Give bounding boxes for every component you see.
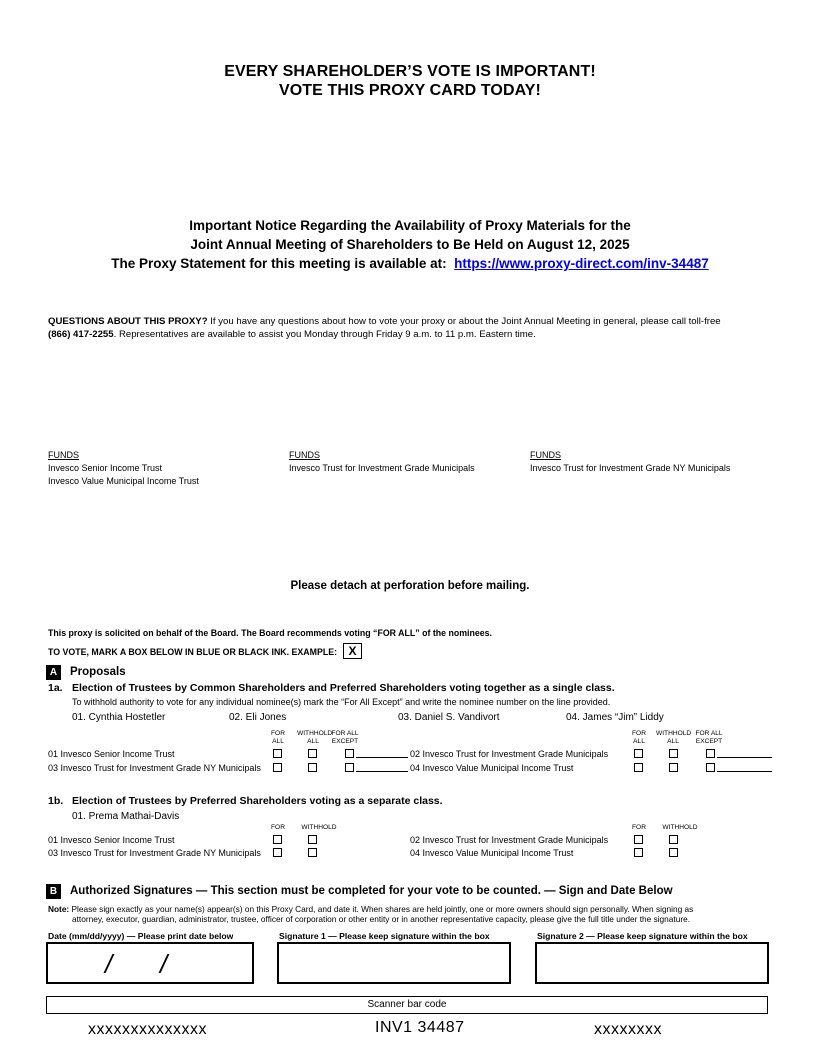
fund-item: Invesco Senior Income Trust — [48, 463, 163, 473]
note-text-1: Please sign exactly as your name(s) appear(s) on this Proxy Card, and date it. When shares are held jointly, one or more owners should sign personally. When signing as — [69, 904, 694, 914]
except-nominee-line[interactable] — [717, 771, 772, 772]
checkbox-withhold[interactable] — [308, 848, 317, 857]
checkbox-withhold-all[interactable] — [669, 763, 678, 772]
col-header-withhold-all: WITHHOLD ALL — [656, 730, 692, 745]
checkbox-for-all-except[interactable] — [345, 763, 354, 772]
except-nominee-line[interactable] — [356, 771, 408, 772]
funds-column-1 — [48, 450, 199, 488]
fund-item: Invesco Value Municipal Income Trust — [48, 476, 199, 486]
notice-line-1: Important Notice Regarding the Availability of Proxy Materials for the — [189, 218, 631, 233]
vote-fund-label: 03 Invesco Trust for Investment Grade NY Municipals — [48, 848, 261, 858]
checkbox-withhold-all[interactable] — [669, 749, 678, 758]
checkbox-for[interactable] — [634, 848, 643, 857]
section-a-badge: A — [46, 665, 61, 680]
solicit-statement: This proxy is solicited on behalf of the Board. The Board recommends voting “FOR ALL” of the nominees. — [48, 628, 492, 638]
header-title — [0, 62, 820, 100]
checkbox-for[interactable] — [273, 848, 282, 857]
checkbox-for-all-except[interactable] — [706, 749, 715, 758]
proposal-1b-title: Election of Trustees by Preferred Shareholders voting as a separate class. — [72, 795, 443, 807]
date-input-box[interactable] — [46, 942, 254, 984]
funds-column-2 — [289, 450, 475, 475]
scanner-bar-code-box: Scanner bar code — [46, 996, 768, 1014]
footer-center-code: INV1 34487 — [375, 1019, 465, 1036]
checkbox-for[interactable] — [634, 835, 643, 844]
vote-fund-label: 04 Invesco Value Municipal Income Trust — [410, 763, 574, 773]
detach-instruction: Please detach at perforation before mailing. — [290, 580, 530, 592]
vote-fund-label: 04 Invesco Value Municipal Income Trust — [410, 848, 574, 858]
checkbox-withhold-all[interactable] — [308, 763, 317, 772]
questions-text-2: . Representatives are available to assist you Monday through Friday 9 a.m. to 11 p.m. Eastern time. — [113, 329, 536, 340]
example-mark-box: X — [343, 643, 362, 659]
checkbox-for-all[interactable] — [634, 763, 643, 772]
checkbox-withhold[interactable] — [308, 835, 317, 844]
funds-heading-2: FUNDS — [289, 450, 320, 460]
checkbox-for[interactable] — [273, 835, 282, 844]
checkbox-for-all[interactable] — [273, 749, 282, 758]
questions-text-1: If you have any questions about how to vote your proxy or about the Joint Annual Meeting in general, please call toll-free — [207, 316, 721, 327]
checkbox-for-all[interactable] — [634, 749, 643, 758]
checkbox-for-all[interactable] — [273, 763, 282, 772]
proposal-1a-note: To withhold authority to vote for any individual nominee(s) mark the “For All Except” and write the nominee number on the line provided. — [72, 697, 611, 707]
section-b-badge: B — [46, 884, 61, 899]
date-slash-2: / — [160, 949, 168, 979]
proxy-url-link[interactable]: https://www.proxy-direct.com/inv-34487 — [454, 256, 709, 271]
footer-left-code: xxxxxxxxxxxxxx — [88, 1021, 207, 1038]
funds-heading-1: FUNDS — [48, 450, 79, 460]
col-header-for-all: FOR ALL — [632, 730, 646, 745]
proposal-1a-title: Election of Trustees by Common Shareholders and Preferred Shareholders voting together as a single class. — [72, 682, 615, 694]
vote-fund-label: 02 Invesco Trust for Investment Grade Municipals — [410, 749, 609, 759]
signature-2-box[interactable] — [535, 942, 769, 984]
note-text-2: attorney, executor, guardian, administrator, trustee, officer of corporation or other entity or in another representative capacity, please give the full title under the signature. — [72, 914, 691, 924]
vote-fund-label: 03 Invesco Trust for Investment Grade NY Municipals — [48, 763, 261, 773]
col-header-for: FOR — [632, 824, 646, 831]
funds-column-3 — [530, 450, 730, 475]
questions-phone: (866) 417-2255 — [48, 329, 114, 340]
checkbox-withhold[interactable] — [669, 848, 678, 857]
fund-item: Invesco Trust for Investment Grade Municipals — [289, 463, 475, 473]
vote-fund-label: 01 Invesco Senior Income Trust — [48, 749, 175, 759]
signature-note — [48, 904, 788, 924]
signature-1-label: Signature 1 — Please keep signature within the box — [279, 931, 490, 941]
checkbox-withhold-all[interactable] — [308, 749, 317, 758]
date-label: Date (mm/dd/yyyy) — Please print date below — [48, 931, 234, 941]
section-b-title: Authorized Signatures — This section must be completed for your vote to be counted. — Sign and Date Below — [70, 885, 673, 897]
notice-line-3-prefix: The Proxy Statement for this meeting is available at: — [111, 256, 447, 271]
notice-line-3 — [0, 254, 820, 273]
questions-label: QUESTIONS ABOUT THIS PROXY? — [48, 316, 208, 327]
proposal-1a-number: 1a. — [48, 682, 63, 694]
footer-right-code: xxxxxxxx — [594, 1021, 662, 1038]
questions-paragraph — [48, 315, 788, 341]
checkbox-for-all-except[interactable] — [345, 749, 354, 758]
col-header-withhold: WITHHOLD — [662, 824, 698, 831]
header-line-1: EVERY SHAREHOLDER’S VOTE IS IMPORTANT! — [224, 63, 596, 80]
checkbox-for-all-except[interactable] — [706, 763, 715, 772]
vote-instruction: TO VOTE, MARK A BOX BELOW IN BLUE OR BLACK INK. EXAMPLE: — [48, 647, 337, 657]
except-nominee-line[interactable] — [717, 757, 772, 758]
col-header-for: FOR — [271, 824, 285, 831]
nominee-4: 04. James “Jim” Liddy — [566, 712, 664, 723]
nominee-2: 02. Eli Jones — [229, 712, 287, 723]
signature-2-label: Signature 2 — Please keep signature within the box — [537, 931, 748, 941]
date-slash-1: / — [105, 949, 113, 979]
fund-item: Invesco Trust for Investment Grade NY Municipals — [530, 463, 731, 473]
vote-fund-label: 02 Invesco Trust for Investment Grade Municipals — [410, 835, 609, 845]
signature-1-box[interactable] — [277, 942, 511, 984]
header-line-2: VOTE THIS PROXY CARD TODAY! — [278, 82, 541, 99]
proposal-1b-number: 1b. — [48, 795, 64, 807]
col-header-withhold: WITHHOLD — [301, 824, 337, 831]
col-header-for-all-except: FOR ALL EXCEPT — [331, 730, 359, 745]
note-label: Note: — [48, 904, 70, 914]
col-header-for-all: FOR ALL — [271, 730, 285, 745]
notice-line-2: Joint Annual Meeting of Shareholders to Be Held on August 12, 2025 — [190, 237, 630, 252]
nominee-1b: 01. Prema Mathai-Davis — [72, 811, 180, 822]
vote-fund-label: 01 Invesco Senior Income Trust — [48, 835, 175, 845]
col-header-for-all-except: FOR ALL EXCEPT — [695, 730, 723, 745]
nominee-3: 03. Daniel S. Vandivort — [398, 712, 500, 723]
except-nominee-line[interactable] — [356, 757, 408, 758]
section-a-title: Proposals — [70, 666, 126, 678]
col-header-withhold-all: WITHHOLD ALL — [297, 730, 333, 745]
checkbox-withhold[interactable] — [669, 835, 678, 844]
proxy-materials-notice — [0, 216, 820, 273]
nominee-1: 01. Cynthia Hostetler — [72, 712, 166, 723]
funds-heading-3: FUNDS — [530, 450, 561, 460]
